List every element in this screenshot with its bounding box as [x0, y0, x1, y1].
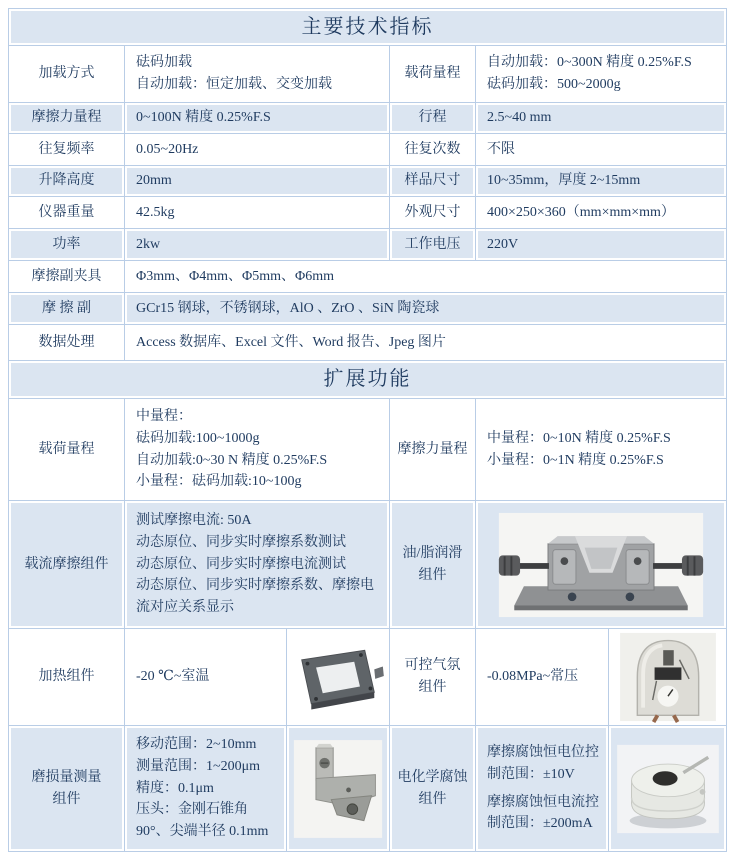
row-label: 功率	[9, 229, 125, 261]
row-label	[390, 629, 476, 726]
row-label: 摩擦力量程	[390, 399, 476, 501]
row-value	[125, 501, 390, 629]
value-line: 动态原位、同步实时摩擦系数、摩擦电流对应关系显示	[136, 578, 374, 616]
row-label: 仪器重量	[9, 197, 125, 229]
section2-header-row	[9, 361, 727, 399]
value-line: 动态原位、同步实时摩擦系数测试	[136, 534, 346, 550]
row-label: 外观尺寸	[390, 197, 476, 229]
value-line: 精度：0.1μm	[136, 780, 214, 796]
row-label: 摩擦副夹具	[9, 261, 125, 293]
row-label: 载荷量程	[9, 399, 125, 501]
value-line: 砝码加载	[136, 55, 192, 71]
value-line: 摩擦腐蚀恒电位控制范围：±10V	[487, 745, 599, 782]
label-line: 磨损量测量	[31, 769, 102, 785]
table-row	[9, 325, 727, 361]
value-line: 小量程：0~1N 精度 0.25%F.S	[487, 452, 664, 468]
value-line: 自动加载：0~300N 精度 0.25%F.S	[487, 55, 692, 71]
row-label: 行程	[390, 103, 476, 134]
value-line: 摩擦腐蚀恒电流控制范围：±200mA	[487, 794, 599, 832]
section2-title: 扩展功能	[9, 361, 727, 399]
spec-table	[8, 8, 727, 852]
row-label: 载流摩擦组件	[9, 501, 125, 629]
value-line: 小量程：砝码加载:10~100g	[136, 474, 302, 490]
row-value	[476, 46, 727, 103]
wear-measurement-probe-photo	[287, 726, 390, 852]
row-value: 20mm	[125, 166, 390, 197]
value-line: 测试摩擦电流: 50A	[136, 513, 252, 529]
row-value: 220V	[476, 229, 727, 261]
row-label: 加载方式	[9, 46, 125, 103]
row-value: 42.5kg	[125, 197, 390, 229]
row-label: 加热组件	[9, 629, 125, 726]
value-line: 测量范围：1~200μm	[136, 758, 260, 774]
row-label: 摩擦力量程	[9, 103, 125, 134]
table-row	[9, 399, 727, 501]
value-line: 移动范围：2~10mm	[136, 737, 257, 753]
row-value: -20 ℃~室温	[125, 629, 287, 726]
row-value: 400×250×360（mm×mm×mm）	[476, 197, 727, 229]
row-value: Φ3mm、Φ4mm、Φ5mm、Φ6mm	[125, 261, 727, 293]
row-value	[125, 46, 390, 103]
label-line: 油/脂润滑	[402, 545, 463, 561]
row-value	[125, 726, 287, 852]
section1-title: 主要技术指标	[9, 9, 727, 46]
value-line: 砝码加载：500~2000g	[487, 77, 621, 92]
row-value	[125, 399, 390, 501]
controlled-atmosphere-bell-jar-photo	[609, 629, 727, 726]
heating-plate-photo	[287, 629, 390, 726]
value-line: 压头：金刚石锥角90°、尖端半径 0.1mm	[136, 802, 269, 840]
row-value: 10~35mm，厚度 2~15mm	[476, 166, 727, 197]
row-label	[390, 726, 476, 852]
table-row	[9, 726, 727, 852]
value-line: 自动加载：恒定加载、交变加载	[136, 77, 332, 92]
row-value	[476, 399, 727, 501]
electrochemical-cell-photo	[609, 726, 727, 852]
label-line: 组件	[418, 567, 447, 583]
table-row	[9, 293, 727, 325]
label-line: 电化学腐蚀	[397, 769, 468, 785]
row-label	[9, 726, 125, 852]
row-value: 不限	[476, 134, 727, 166]
row-value: 0.05~20Hz	[125, 134, 390, 166]
label-line: 组件	[418, 680, 447, 695]
row-value: 2kw	[125, 229, 390, 261]
table-row	[9, 197, 727, 229]
row-label: 数据处理	[9, 325, 125, 361]
table-row	[9, 261, 727, 293]
row-label	[390, 501, 476, 629]
label-line: 组件	[418, 791, 447, 807]
value-line: 中量程：	[136, 409, 192, 425]
row-label: 载荷量程	[390, 46, 476, 103]
table-row	[9, 134, 727, 166]
row-value: 2.5~40 mm	[476, 103, 727, 134]
value-line: 砝码加载:100~1000g	[136, 430, 260, 446]
section1-header-row	[9, 9, 727, 46]
label-line: 组件	[52, 791, 81, 807]
row-value: GCr15 钢球，不锈钢球，AlO 、ZrO 、SiN 陶瓷球	[125, 293, 727, 325]
row-label: 往复频率	[9, 134, 125, 166]
table-row	[9, 166, 727, 197]
row-label: 样品尺寸	[390, 166, 476, 197]
table-row	[9, 46, 727, 103]
table-row	[9, 229, 727, 261]
table-row	[9, 103, 727, 134]
row-label: 工作电压	[390, 229, 476, 261]
row-value: -0.08MPa~常压	[476, 629, 609, 726]
metal-vise-fixture-photo	[476, 501, 727, 629]
table-row	[9, 501, 727, 629]
row-value: 0~100N 精度 0.25%F.S	[125, 103, 390, 134]
label-line: 可控气氛	[404, 658, 461, 674]
value-line: 自动加载:0~30 N 精度 0.25%F.S	[136, 452, 328, 468]
table-row	[9, 629, 727, 726]
row-label: 摩 擦 副	[9, 293, 125, 325]
row-value	[476, 726, 609, 852]
value-line: 中量程：0~10N 精度 0.25%F.S	[487, 430, 671, 446]
row-value: Access 数据库、Excel 文件、Word 报告、Jpeg 图片	[125, 325, 727, 361]
row-label: 升降高度	[9, 166, 125, 197]
row-label: 往复次数	[390, 134, 476, 166]
value-line: 动态原位、同步实时摩擦电流测试	[136, 556, 346, 572]
